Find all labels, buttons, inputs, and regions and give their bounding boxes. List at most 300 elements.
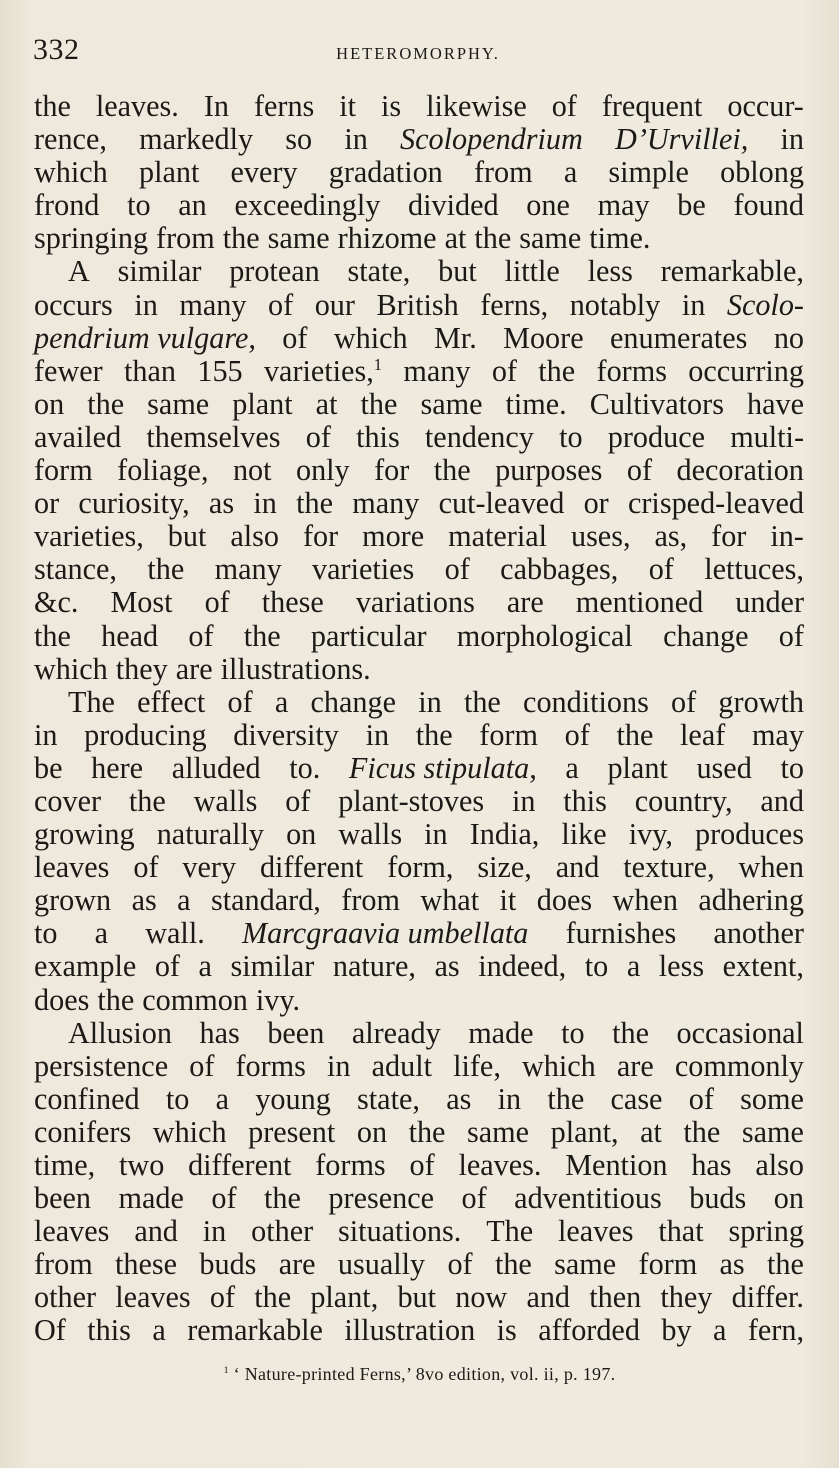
text-line [34,553,804,586]
word: the [360,386,398,421]
word: also [230,519,279,554]
word: purposes [495,453,603,488]
word: springing [34,221,149,256]
text-line [34,388,804,421]
word: found [733,188,804,223]
word: occasional [676,1015,804,1050]
word: forms [315,1148,386,1182]
word: time, [34,1148,96,1182]
word: for [711,519,747,554]
word: same [267,221,330,256]
word: Scolopendrium [400,122,583,157]
word: multi- [730,419,804,454]
word: themselves [146,419,281,454]
word: occur- [727,89,804,123]
word: conditions [523,684,649,719]
word: of [211,1181,237,1216]
word: in [511,783,536,818]
word: of [188,618,214,653]
word: indeed, [478,949,567,984]
word: from [473,155,533,190]
word: in [681,287,706,322]
word: India, [469,817,540,852]
word: particular [310,618,427,653]
word: or [34,486,60,521]
text-line [34,586,804,619]
word: same [554,1247,617,1282]
word: uses, [570,519,631,554]
word: as [446,1081,472,1116]
word: cover [34,783,102,818]
word: the [87,386,125,421]
word: walls [193,783,258,818]
word: diversity [233,717,339,752]
word: many [352,486,420,521]
word: walls [338,817,403,852]
word: of [551,89,577,123]
word: ivy. [255,982,301,1017]
word: for [374,453,410,488]
word: to [561,1015,585,1050]
text-line [34,222,804,255]
word: more [362,519,425,554]
word: markedly [139,122,254,157]
word: A [68,254,90,289]
word: growing [34,817,135,852]
word: also [755,1148,804,1182]
word: time. [589,221,651,256]
word: plant-stoves [338,783,485,818]
word: may [751,717,804,752]
word: ferns [253,89,315,123]
word: grown [34,883,112,918]
word: many [179,287,247,322]
word: a [565,750,579,785]
word: are [278,1247,316,1282]
word: in [253,486,277,521]
word: adult [371,1048,432,1083]
word: to [584,949,609,984]
word: leaves [115,1280,191,1315]
word: In [203,89,229,123]
word: from [341,883,400,918]
word: it [339,89,357,123]
word: case [610,1081,663,1116]
word: plant [138,155,200,190]
word: to [165,1081,190,1116]
word: similar [117,254,202,289]
word: ivy, [628,817,673,852]
word: country, [634,783,733,818]
word: other [251,1214,314,1249]
word: in [365,717,390,752]
word: rhizome [337,221,437,256]
word: is [496,1313,517,1348]
word: of [491,353,517,388]
text-line [34,255,804,288]
word: varieties, [34,519,144,554]
word: form, [387,850,454,885]
word: in [134,287,158,322]
word: two [119,1148,165,1182]
word: an [178,188,207,223]
word: in [497,1081,522,1116]
word: a [563,155,578,190]
word: material [448,519,547,554]
word: forms [596,353,667,388]
text-line [34,818,804,851]
word: the [34,89,71,123]
word: it [499,883,517,918]
text-line [34,884,804,917]
word: this [563,783,607,818]
word: D’Urvillei, [615,122,749,157]
word: mentioned [575,585,704,620]
word: leaves. [458,1148,542,1182]
word: from [156,221,215,256]
word: leaves [34,1214,110,1249]
word: 155 [197,353,243,388]
word: of [444,552,470,587]
text-line [34,653,804,686]
word: of [564,717,590,752]
word: similar [230,949,315,984]
word: of [688,1081,714,1116]
text-line [34,1116,804,1149]
word: in [202,1214,227,1249]
word: be [34,750,63,785]
word: in [780,122,804,157]
word: commonly [674,1048,804,1083]
word: a [626,949,641,984]
word: to. [289,750,321,785]
word: at [444,221,467,256]
word: of [447,1247,473,1282]
word: forms [235,1048,306,1083]
word: so [285,122,313,157]
word: The [68,684,115,719]
word: the [683,1114,721,1149]
word: a [198,949,212,984]
word: when [612,883,678,918]
word: The [486,1214,534,1249]
text-line [34,289,804,322]
word: the [34,618,71,653]
word: then [589,1280,642,1315]
word: remarkable [187,1313,323,1348]
word: leaves [558,1214,634,1249]
word: foliage, [117,453,209,488]
word: enumerates [609,320,748,355]
word: little [504,254,560,289]
word: been [267,1015,325,1050]
word: at [640,1114,662,1149]
word: a [177,883,191,918]
word: situations. [338,1214,462,1249]
word: have [747,386,804,421]
text-line [34,1314,804,1347]
word: same [420,386,483,421]
word: curiosity, [78,486,190,521]
word: tendency [424,419,534,454]
word: has [691,1148,732,1182]
word: same [741,1114,804,1149]
word: spring [728,1214,804,1249]
word: availed [34,419,122,454]
word: produces [694,817,804,852]
word: in- [770,519,804,554]
text-line [34,620,804,653]
word: crisped-leaved [627,486,804,521]
word: simple [608,155,689,190]
word: in [424,817,448,852]
word: fern, [747,1313,804,1348]
word: of [154,949,180,984]
word: very [182,850,237,885]
word: made [118,1181,184,1216]
word: size, [477,850,532,885]
word: these [261,585,324,620]
word: the [128,783,166,818]
word: plant [607,750,668,785]
word: of [671,684,697,719]
word: Mention [565,1148,668,1182]
word: leaves [34,850,110,885]
word: a [152,1313,166,1348]
word: of [133,850,159,885]
word: morphological [456,618,633,653]
word: of [778,618,804,653]
word: change [310,684,397,719]
word: which [522,1048,596,1083]
text-line [34,917,804,950]
word: as [208,486,235,521]
word: another [713,916,804,951]
word: occurring [688,353,804,388]
word: a [713,1313,727,1348]
word: may [597,188,650,223]
word: illustrations. [220,651,371,686]
word: in [327,1048,351,1083]
word: cut-leaved [438,486,565,521]
text-line [34,421,804,454]
word: by [661,1313,692,1348]
text-line [34,1281,804,1314]
word: of [282,320,308,355]
word: and [134,1214,178,1249]
text-line [34,454,804,487]
word: which [152,1114,227,1149]
word: Moore [503,320,584,355]
word: decoration [676,453,804,488]
word: the [97,982,135,1017]
word: frequent [601,89,703,123]
word: wall. [145,916,205,951]
word: state, [357,1081,420,1116]
word: Cultivators [589,386,724,421]
text-line [34,1182,804,1215]
word: form [479,717,538,752]
word: of [227,684,253,719]
word: frond [34,188,100,223]
word: as, [654,519,688,554]
page-number: 332 [33,33,80,66]
text-line [34,984,804,1017]
word: time. [505,386,567,421]
word: many [403,353,471,388]
word: than [124,353,177,388]
word: common [142,982,248,1017]
word: the [463,684,501,719]
word: head [101,618,159,653]
word: Most [110,585,173,620]
word: producing [84,717,207,752]
word: is [381,89,402,123]
word: Allusion [68,1015,172,1050]
word: on [34,386,65,421]
word: in [344,122,368,157]
word: here [91,750,144,785]
word: form [34,453,93,488]
word: conifers [34,1114,132,1149]
text-line [34,1083,804,1116]
word: no [773,320,804,355]
word: already [351,1015,441,1050]
text-line [34,752,804,785]
word: which [34,651,108,686]
word: alluded [171,750,261,785]
word: the [547,1081,585,1116]
word: likewise [426,89,527,123]
word: the [433,453,471,488]
text-line [34,156,804,189]
word: our [314,287,355,322]
text-line [34,851,804,884]
word: every [230,155,298,190]
word: furnishes [565,916,677,951]
word: the [222,221,260,256]
text-line [34,123,804,156]
running-head: HETEROMORPHY. [336,44,500,63]
text-line [34,189,804,222]
word: been [34,1181,91,1216]
footnote-marker: 1 [223,1365,229,1376]
word: present [248,1114,336,1149]
word: the [494,1247,532,1282]
word: &c. [34,585,79,620]
word: on [286,817,317,852]
word: made [468,1015,534,1050]
word: standard, [211,883,321,918]
word: of [189,1048,215,1083]
word: other [34,1280,97,1315]
word: one [526,188,570,223]
word: to [34,916,58,951]
word: state, [347,254,411,289]
word: adventitious [514,1181,662,1216]
word: of [204,585,230,620]
word: to [559,419,583,454]
word: these [115,1247,178,1282]
word: plant, [310,1280,379,1315]
word: occurs [34,287,113,322]
word: a [94,916,109,951]
word: less [658,949,705,984]
word: be [677,188,706,223]
word: same [467,1114,530,1149]
word: cabbages, [500,552,619,587]
word: they [115,651,168,686]
word: same [519,221,582,256]
word: illustration [344,1313,476,1348]
word: to [127,188,151,223]
word: are [175,651,213,686]
word: as [719,1247,745,1282]
word: Ficus stipulata, [348,750,537,785]
word: the [243,618,281,653]
word: from [34,1247,93,1282]
word: ferns, [480,287,549,322]
word: a [274,684,289,719]
word: of [461,1181,487,1216]
word: in [418,684,442,719]
footnote-ref: 1 [373,354,383,374]
word: does [34,982,90,1017]
footnote-text: ‘ Nature-printed Ferns,’ 8vo edition, vol. ii, p. 197. [233,1364,616,1384]
word: only [295,453,350,488]
word: under [735,585,804,620]
word: adhering [698,883,804,918]
word: life, [453,1048,501,1083]
word: Mr. [433,320,477,355]
word: are [616,1048,654,1083]
word: leaf [680,717,726,752]
word: extent, [722,949,804,984]
text-line [34,520,804,553]
word: rence, [34,122,107,157]
word: as [131,883,157,918]
text-line [34,1248,804,1281]
word: but [438,254,477,289]
word: the [415,717,453,752]
word: in [34,717,58,752]
word: less [587,254,633,289]
word: varieties [312,552,415,587]
word: on [356,1114,388,1149]
word: notably [569,287,661,322]
word: fewer [34,353,103,388]
text-line [34,355,804,388]
word: this [87,1313,131,1348]
word: the [254,1280,292,1315]
footnote [0,1364,839,1385]
word: or [583,486,609,521]
word: different [188,1148,292,1182]
word: as [434,949,460,984]
word: plant [232,386,293,421]
word: buds [689,1181,747,1216]
word: some [740,1081,804,1116]
word: but [397,1280,437,1315]
word: nature, [332,949,416,984]
word: for [302,519,339,554]
word: the [408,1114,446,1149]
word: young [255,1081,331,1116]
word: British [376,287,459,322]
word: this [356,419,400,454]
word: growth [718,684,804,719]
word: now [455,1280,508,1315]
